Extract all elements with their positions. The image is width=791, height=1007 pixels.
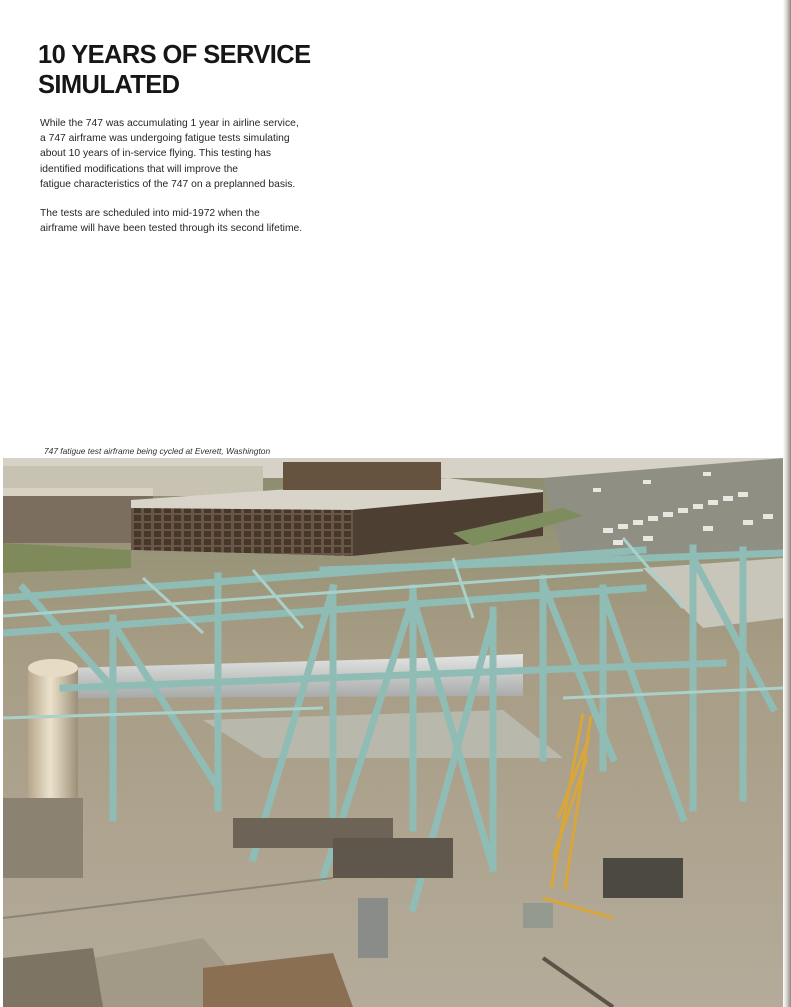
title-line-1: 10 YEARS OF SERVICE	[38, 41, 311, 69]
page-title	[38, 40, 368, 100]
paragraph-1-line-3: about 10 years of in-service flying. This testing has	[40, 148, 272, 160]
paragraph-2-line-1: The tests are scheduled into mid-1972 when the	[40, 208, 260, 220]
paragraph-1-line-4: identified modifications that will improve the	[40, 163, 239, 175]
paragraph-1	[40, 116, 340, 192]
body-text	[40, 116, 340, 250]
paragraph-1-line-2: a 747 airframe was undergoing fatigue tests simulating	[40, 133, 290, 145]
paragraph-1-line-1: While the 747 was accumulating 1 year in airline service,	[40, 118, 299, 129]
fatigue-test-photo	[3, 458, 784, 1007]
paragraph-2	[40, 206, 340, 236]
title-line-2: SIMULATED	[38, 71, 180, 99]
page-edge-shadow	[783, 0, 791, 1007]
paragraph-2-line-2: airframe will have been tested through its second lifetime.	[40, 223, 303, 235]
photo-caption: 747 fatigue test airframe being cycled at Everett, Washington	[44, 446, 271, 456]
paragraph-1-line-5: fatigue characteristics of the 747 on a preplanned basis.	[40, 178, 296, 190]
